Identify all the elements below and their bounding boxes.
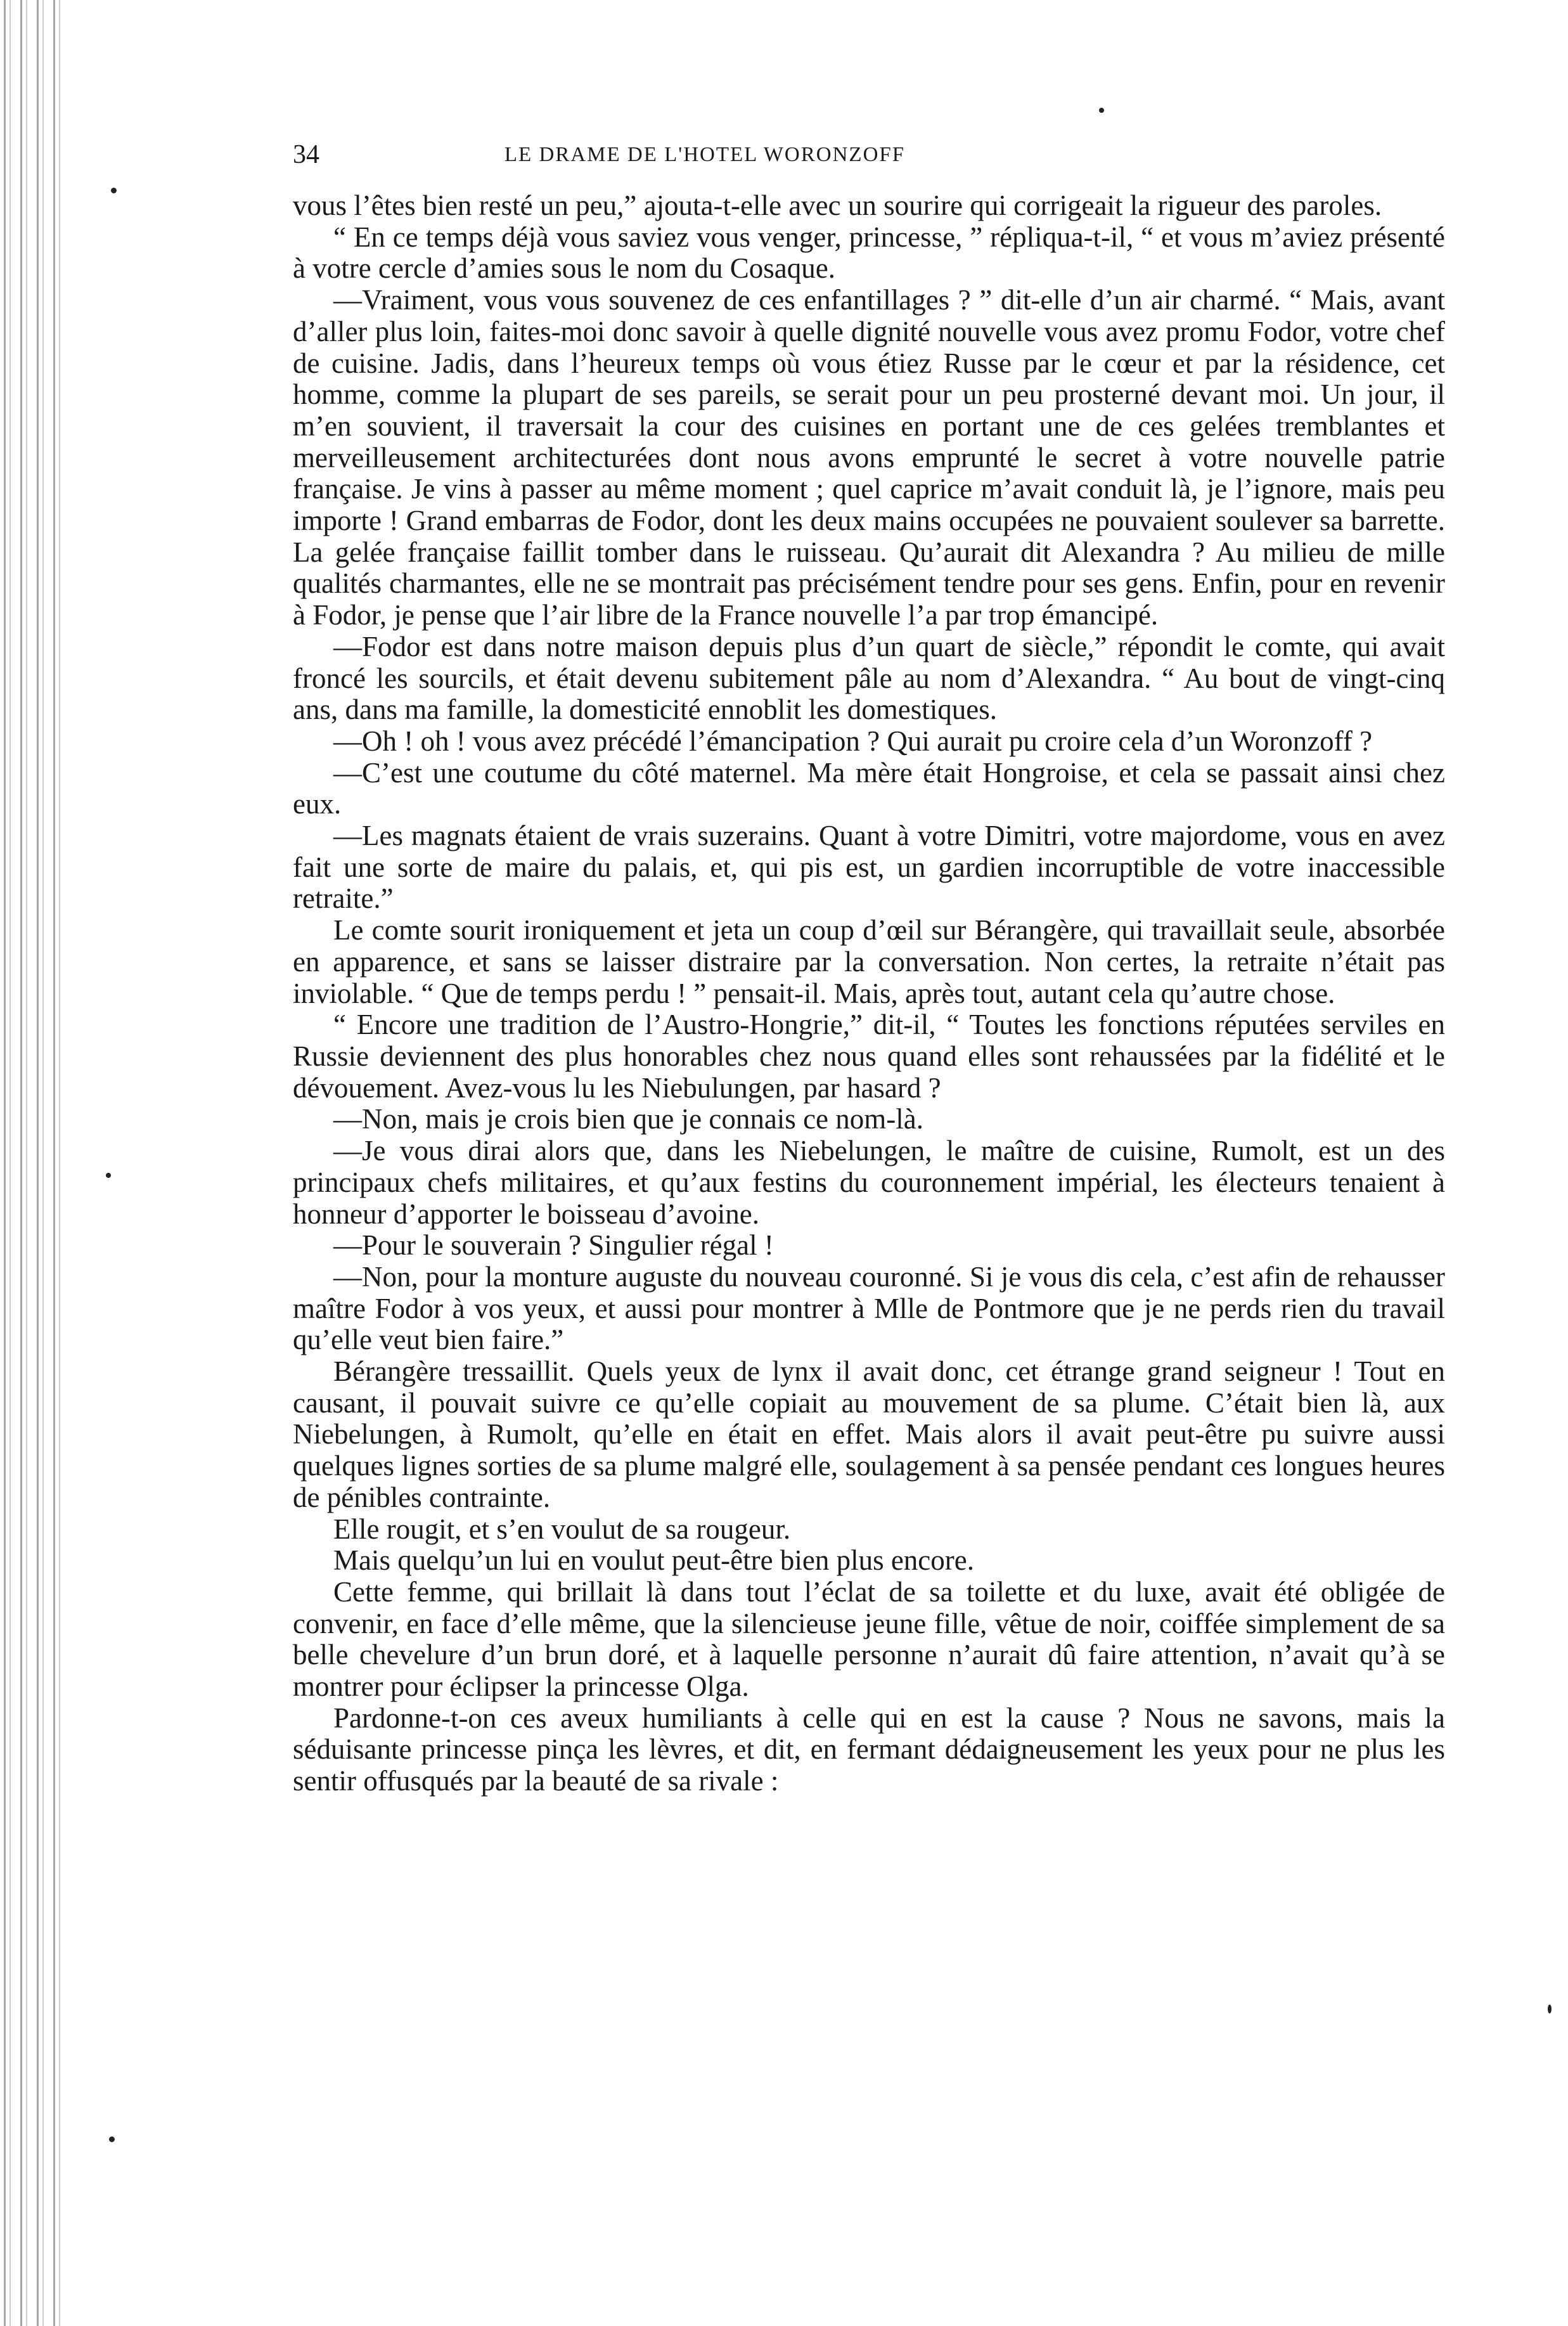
- margin-speck: [106, 1173, 111, 1178]
- page-number: 34: [293, 140, 319, 169]
- margin-speck: [1099, 108, 1104, 113]
- paragraph: —Oh ! oh ! vous avez précédé l’émancipation ? Qui aurait pu croire cela d’un Woronzoff ?: [333, 725, 1373, 757]
- paragraph: Bérangère tressaillit. Quels yeux de lynx il avait donc, cet étrange grand seigneur ! Tout en causant, il pouvait suivre ce qu’elle copiait au mouvement de sa plume. C’était bien là, aux Niebelungen, à Rumolt, qu’elle en était en effet. Mais alors il avait peut-être pu suivre aussi quelques lignes sorties de sa plume malgré elle, soulagement à sa pensée pendant ces longues heures de pénibles contrainte.: [293, 1355, 1445, 1513]
- paragraph: —Non, mais je crois bien que je connais ce nom-là.: [333, 1103, 923, 1135]
- margin-speck: [111, 188, 117, 193]
- paragraph: —Vraiment, vous vous souvenez de ces enfantillages ? ” dit-elle d’un air charmé. “ Mais, avant d’aller plus loin, faites-moi donc savoir à quelle dignité nouvelle vous avez promu Fodor, votre chef de cuisine. Jadis, dans l’heureux temps où vous étiez Russe par le cœur et par la résidence, cet homme, comme la plupart de ses pareils, se serait pour un peu prosterné devant moi. Un jour, il m’en souvient, il traversait la cour des cuisines en portant une de ces gelées tremblantes et merveilleusement architecturées dont nous avons emprunté le secret à votre nouvelle patrie française. Je vins à passer au même moment ; quel caprice m’avait conduit là, je l’ignore, mais peu importe ! Grand embarras de Fodor, dont les deux mains occupées ne pouvaient soulever sa barrette. La gelée française faillit tomber dans le ruisseau. Qu’aurait dit Alexandra ? Au milieu de mille qualités charmantes, elle ne se montrait pas précisément tendre pour ses gens. Enfin, pour en revenir à Fodor, je pense que l’air libre de la France nouvelle l’a par trop émancipé.: [293, 284, 1445, 631]
- paragraph: —Je vous dirai alors que, dans les Niebelungen, le maître de cuisine, Rumolt, est un des principaux chefs militaires, et qu’aux festins du couronnement impérial, les électeurs tenaient à honneur d’apporter le boisseau d’avoine.: [293, 1135, 1445, 1230]
- paragraph: Elle rougit, et s’en voulut de sa rougeur.: [333, 1513, 791, 1545]
- paragraph: —Les magnats étaient de vrais suzerains. Quant à votre Dimitri, votre majordome, vous en avez fait une sorte de maire du palais, et, qui pis est, un gardien incorruptible de votre inaccessible retraite.”: [293, 820, 1445, 915]
- paragraph: —Pour le souverain ? Singulier régal !: [333, 1229, 774, 1262]
- body-text: [293, 190, 1445, 1797]
- paragraph: “ Encore une tradition de l’Austro-Hongrie,” dit-il, “ Toutes les fonctions réputées serviles en Russie deviennent des plus honorables chez nous quand elles sont rehaussées par la fidélité et le dévouement. Avez-vous lu les Niebulungen, par hasard ?: [293, 1009, 1445, 1104]
- running-title: LE DRAME DE L'HOTEL WORONZOFF: [504, 143, 906, 166]
- paragraph: Pardonne-t-on ces aveux humiliants à celle qui en est la cause ? Nous ne savons, mais la séduisante princesse pinça les lèvres, et dit, en fermant dédaigneusement les yeux pour ne plus les sentir offusqués par la beauté de sa rivale :: [293, 1702, 1445, 1797]
- paragraph: Cette femme, qui brillait là dans tout l’éclat de sa toilette et du luxe, avait été obligée de convenir, en face d’elle même, que la silencieuse jeune fille, vêtue de noir, coiffée simplement de sa belle chevelure d’un brun doré, et à laquelle personne n’aurait dû faire attention, n’avait qu’à se montrer pour éclipser la princesse Olga.: [293, 1575, 1445, 1703]
- paragraph: —Non, pour la monture auguste du nouveau couronné. Si je vous dis cela, c’est afin de rehausser maître Fodor à vos yeux, et aussi pour montrer à Mlle de Pontmore que je ne perds rien du travail qu’elle veut bien faire.”: [293, 1260, 1445, 1356]
- margin-speck: [1548, 2005, 1552, 2013]
- running-head: [293, 136, 1117, 174]
- paragraph: —C’est une coutume du côté maternel. Ma mère était Hongroise, et cela se passait ainsi chez eux.: [293, 756, 1445, 820]
- paragraph: Mais quelqu’un lui en voulut peut-être bien plus encore.: [333, 1544, 974, 1577]
- margin-speck: [109, 2136, 115, 2142]
- paragraph: vous l’êtes bien resté un peu,” ajouta-t-elle avec un sourire qui corrigeait la rigueur des paroles.: [293, 190, 1382, 221]
- book-binding-edge: [0, 0, 60, 2326]
- paragraph: Le comte sourit ironiquement et jeta un coup d’œil sur Bérangère, qui travaillait seule, absorbée en apparence, et sans se laisser distraire par la conversation. Non certes, la retraite n’était pas inviolable. “ Que de temps perdu ! ” pensait-il. Mais, après tout, autant cela qu’autre chose.: [293, 914, 1445, 1009]
- paragraph: —Fodor est dans notre maison depuis plus d’un quart de siècle,” répondit le comte, qui avait froncé les sourcils, et était devenu subitement pâle au nom d’Alexandra. “ Au bout de vingt-cinq ans, dans ma famille, la domesticité ennoblit les domestiques.: [293, 630, 1445, 726]
- paragraph: “ En ce temps déjà vous saviez vous venger, princesse, ” répliqua-t-il, “ et vous m’aviez présenté à votre cercle d’amies sous le nom du Cosaque.: [293, 221, 1445, 285]
